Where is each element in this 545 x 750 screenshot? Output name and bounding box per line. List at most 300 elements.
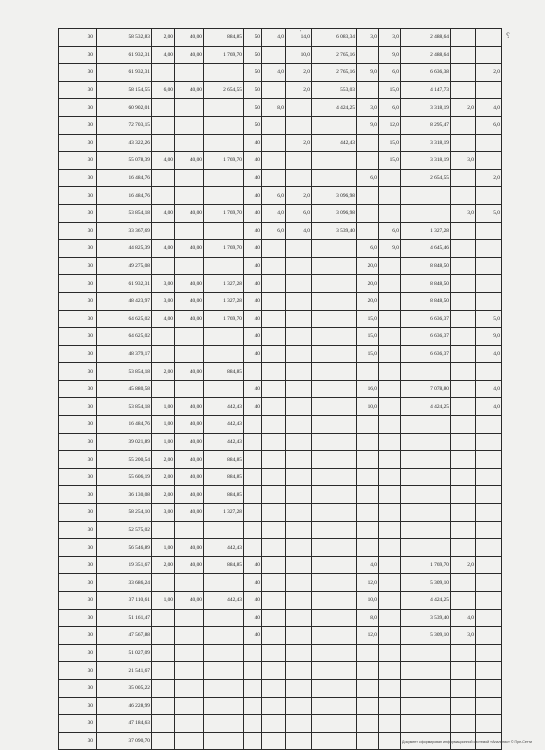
table-cell [476, 416, 502, 434]
table-cell [476, 46, 502, 64]
table-cell: 16,0 [357, 380, 379, 398]
table-cell [451, 363, 476, 381]
table-cell: 30 [59, 257, 97, 275]
table-cell: 4,00 [152, 310, 175, 328]
table-cell [262, 416, 286, 434]
table-cell [204, 644, 244, 662]
table-cell: 1 769,70 [204, 46, 244, 64]
table-cell [175, 627, 204, 645]
table-cell: 8 848,50 [401, 257, 451, 275]
table-cell [175, 662, 204, 680]
table-cell: 6,0 [286, 204, 312, 222]
table-cell [379, 328, 401, 346]
table-cell: 6 636,37 [401, 310, 451, 328]
table-cell: 55 606,19 [97, 468, 152, 486]
table-row [59, 627, 502, 645]
table-cell: 6 636,37 [401, 345, 451, 363]
table-cell [451, 222, 476, 240]
table-cell [175, 116, 204, 134]
table-cell [476, 504, 502, 522]
table-cell [204, 222, 244, 240]
table-cell: 40 [244, 556, 262, 574]
table-cell: 40 [244, 328, 262, 346]
table-row [59, 715, 502, 733]
table-row [59, 644, 502, 662]
table-row [59, 539, 502, 557]
table-cell [204, 169, 244, 187]
table-row [59, 204, 502, 222]
pen-mark: ' [300, 30, 302, 36]
table-cell [312, 310, 357, 328]
table-cell [262, 521, 286, 539]
table-cell [379, 539, 401, 557]
table-cell [204, 257, 244, 275]
table-cell [312, 592, 357, 610]
table-cell: 2,00 [152, 556, 175, 574]
table-cell: 35 005,22 [97, 679, 152, 697]
table-cell [262, 627, 286, 645]
table-cell [476, 574, 502, 592]
table-row [59, 416, 502, 434]
table-row [59, 363, 502, 381]
table-cell [312, 433, 357, 451]
table-cell: 15,0 [357, 328, 379, 346]
table-cell [476, 134, 502, 152]
table-cell [451, 416, 476, 434]
table-cell: 30 [59, 292, 97, 310]
table-cell: 4,0 [262, 64, 286, 82]
table-cell [451, 468, 476, 486]
table-cell [451, 662, 476, 680]
table-row [59, 310, 502, 328]
table-cell: 50 [244, 64, 262, 82]
table-cell [451, 81, 476, 99]
table-cell [312, 556, 357, 574]
table-cell: 5 309,10 [401, 574, 451, 592]
table-cell [244, 521, 262, 539]
table-cell [262, 257, 286, 275]
table-cell [379, 592, 401, 610]
table-cell [262, 697, 286, 715]
table-cell [379, 521, 401, 539]
table-cell: 40 [244, 380, 262, 398]
table-row [59, 152, 502, 170]
table-cell [286, 715, 312, 733]
table-cell [286, 451, 312, 469]
table-cell [357, 662, 379, 680]
table-cell: 1 769,70 [204, 310, 244, 328]
table-cell [286, 504, 312, 522]
table-cell: 30 [59, 715, 97, 733]
table-cell [244, 433, 262, 451]
table-cell [286, 275, 312, 293]
table-cell [312, 345, 357, 363]
table-cell [476, 556, 502, 574]
table-row [59, 486, 502, 504]
table-cell [357, 222, 379, 240]
table-cell [262, 715, 286, 733]
table-cell [204, 715, 244, 733]
table-cell [262, 539, 286, 557]
table-cell [262, 433, 286, 451]
table-cell [204, 627, 244, 645]
table-cell: 40 [244, 310, 262, 328]
table-cell [286, 697, 312, 715]
table-cell: 1,00 [152, 398, 175, 416]
table-cell [451, 328, 476, 346]
table-cell [476, 363, 502, 381]
table-cell [379, 732, 401, 750]
table-cell: 40,00 [175, 398, 204, 416]
table-cell: 30 [59, 204, 97, 222]
table-cell [262, 504, 286, 522]
table-cell: 30 [59, 679, 97, 697]
table-cell: 2,0 [476, 169, 502, 187]
table-cell [476, 486, 502, 504]
table-cell [175, 99, 204, 117]
table-cell: 3 318,19 [401, 152, 451, 170]
table-cell [286, 433, 312, 451]
table-cell [379, 556, 401, 574]
table-cell [175, 64, 204, 82]
table-cell: 39 021,89 [97, 433, 152, 451]
table-cell: 40 [244, 134, 262, 152]
table-cell: 45 880,58 [97, 380, 152, 398]
table-row [59, 134, 502, 152]
table-cell: 40,00 [175, 152, 204, 170]
table-cell [262, 732, 286, 750]
table-cell [244, 504, 262, 522]
table-cell: 3,00 [152, 275, 175, 293]
table-cell: 30 [59, 240, 97, 258]
table-cell [244, 451, 262, 469]
table-cell [244, 539, 262, 557]
table-cell [401, 662, 451, 680]
table-cell [476, 240, 502, 258]
table-cell [451, 169, 476, 187]
table-cell [286, 257, 312, 275]
table-cell: 44 825,39 [97, 240, 152, 258]
table-cell [152, 715, 175, 733]
table-cell: 40,00 [175, 29, 204, 47]
table-cell: 60 902,01 [97, 99, 152, 117]
table-cell: 3 539,40 [401, 609, 451, 627]
table-cell [286, 240, 312, 258]
table-cell: 40,00 [175, 292, 204, 310]
table-cell [152, 609, 175, 627]
table-cell: 6 083,34 [312, 29, 357, 47]
table-cell: 6,0 [357, 240, 379, 258]
table-cell [476, 433, 502, 451]
table-cell [286, 556, 312, 574]
table-cell: 442,43 [204, 433, 244, 451]
table-cell [379, 204, 401, 222]
table-cell [152, 116, 175, 134]
table-cell [175, 222, 204, 240]
table-cell: 30 [59, 380, 97, 398]
table-row [59, 468, 502, 486]
table-cell: 40,00 [175, 433, 204, 451]
table-cell [357, 521, 379, 539]
table-cell: 56 546,89 [97, 539, 152, 557]
table-cell: 58 254,10 [97, 504, 152, 522]
table-cell [286, 380, 312, 398]
table-cell: 3,0 [451, 204, 476, 222]
table-cell [262, 328, 286, 346]
table-cell [152, 134, 175, 152]
table-cell [204, 679, 244, 697]
table-cell: 442,43 [204, 592, 244, 610]
table-cell [312, 116, 357, 134]
table-cell: 4 424,25 [401, 398, 451, 416]
table-cell [262, 292, 286, 310]
table-cell [262, 363, 286, 381]
table-cell: 4,0 [286, 222, 312, 240]
table-row [59, 275, 502, 293]
table-cell: 40,00 [175, 504, 204, 522]
table-cell: 30 [59, 152, 97, 170]
table-cell: 553,03 [312, 81, 357, 99]
table-cell: 30 [59, 275, 97, 293]
table-cell [379, 310, 401, 328]
table-cell [379, 697, 401, 715]
table-cell [357, 134, 379, 152]
table-cell: 37 110,61 [97, 592, 152, 610]
table-cell [262, 468, 286, 486]
table-cell [204, 662, 244, 680]
table-cell: 30 [59, 539, 97, 557]
table-cell: 2,0 [286, 187, 312, 205]
table-cell [379, 662, 401, 680]
table-cell: 6,0 [379, 222, 401, 240]
table-cell [357, 416, 379, 434]
table-cell: 37 090,70 [97, 732, 152, 750]
table-cell [379, 257, 401, 275]
table-row [59, 328, 502, 346]
table-cell [379, 486, 401, 504]
table-cell [152, 644, 175, 662]
table-cell [312, 732, 357, 750]
table-cell: 15,0 [379, 152, 401, 170]
table-cell [357, 433, 379, 451]
table-cell: 30 [59, 64, 97, 82]
table-row [59, 187, 502, 205]
table-cell [204, 328, 244, 346]
table-cell: 30 [59, 627, 97, 645]
table-cell: 884,85 [204, 29, 244, 47]
table-row [59, 679, 502, 697]
table-cell: 2 765,16 [312, 64, 357, 82]
table-cell: 6,0 [262, 222, 286, 240]
table-cell [312, 574, 357, 592]
table-cell: 6,0 [379, 64, 401, 82]
table-cell [152, 187, 175, 205]
table-cell [379, 169, 401, 187]
table-cell: 884,85 [204, 486, 244, 504]
table-cell: 30 [59, 169, 97, 187]
table-cell [379, 574, 401, 592]
table-cell: 50 [244, 116, 262, 134]
table-cell: 12,0 [357, 627, 379, 645]
table-cell: 40,00 [175, 46, 204, 64]
table-cell [476, 521, 502, 539]
table-cell [152, 222, 175, 240]
table-row [59, 240, 502, 258]
table-body [59, 29, 502, 750]
table-cell [262, 275, 286, 293]
table-cell [204, 64, 244, 82]
table-cell: 30 [59, 556, 97, 574]
table-cell [286, 732, 312, 750]
data-table [58, 28, 502, 750]
table-cell [262, 451, 286, 469]
table-cell [286, 363, 312, 381]
table-cell: 51 027,09 [97, 644, 152, 662]
table-cell: 8 848,50 [401, 275, 451, 293]
table-cell [262, 398, 286, 416]
table-cell [476, 275, 502, 293]
table-cell: 40 [244, 169, 262, 187]
table-cell: 1,00 [152, 592, 175, 610]
table-cell: 3,0 [451, 627, 476, 645]
table-cell: 2 654,55 [204, 81, 244, 99]
table-cell: 2,00 [152, 29, 175, 47]
table-cell: 4,00 [152, 152, 175, 170]
table-cell [401, 468, 451, 486]
table-cell [152, 574, 175, 592]
table-cell [175, 679, 204, 697]
table-cell: 1,00 [152, 433, 175, 451]
table-cell [244, 416, 262, 434]
table-cell [152, 345, 175, 363]
table-cell [262, 556, 286, 574]
table-cell [476, 257, 502, 275]
table-cell [379, 398, 401, 416]
table-cell [357, 644, 379, 662]
table-cell [262, 644, 286, 662]
table-cell [312, 697, 357, 715]
table-cell [204, 521, 244, 539]
table-cell: 40,00 [175, 204, 204, 222]
table-cell: 2,00 [152, 451, 175, 469]
table-cell: 72 703,15 [97, 116, 152, 134]
table-cell [401, 416, 451, 434]
table-cell: 442,43 [204, 539, 244, 557]
table-cell: 4 645,46 [401, 240, 451, 258]
table-cell: 2,0 [286, 64, 312, 82]
table-cell: 40 [244, 627, 262, 645]
table-cell [175, 134, 204, 152]
table-cell [476, 609, 502, 627]
table-cell: 48 379,17 [97, 345, 152, 363]
table-cell [401, 521, 451, 539]
table-cell [312, 521, 357, 539]
table-cell: 58 154,55 [97, 81, 152, 99]
table-cell [312, 169, 357, 187]
table-cell [312, 275, 357, 293]
table-cell: 40 [244, 345, 262, 363]
table-cell: 30 [59, 99, 97, 117]
table-row [59, 116, 502, 134]
table-cell: 884,85 [204, 363, 244, 381]
table-cell [312, 715, 357, 733]
table-cell: 30 [59, 662, 97, 680]
table-cell [244, 468, 262, 486]
table-cell [312, 609, 357, 627]
table-cell [451, 380, 476, 398]
table-cell: 6,00 [152, 81, 175, 99]
table-cell [476, 451, 502, 469]
table-cell [379, 380, 401, 398]
table-row [59, 592, 502, 610]
table-cell: 12,0 [379, 116, 401, 134]
table-cell: 40,00 [175, 556, 204, 574]
table-cell: 30 [59, 116, 97, 134]
table-row [59, 292, 502, 310]
table-cell [175, 697, 204, 715]
table-cell [451, 134, 476, 152]
table-cell [451, 275, 476, 293]
table-cell [401, 539, 451, 557]
table-cell [244, 732, 262, 750]
table-cell [312, 662, 357, 680]
table-cell: 20,0 [357, 275, 379, 293]
table-cell: 40,00 [175, 486, 204, 504]
table-cell [244, 644, 262, 662]
table-cell: 1 327,28 [204, 292, 244, 310]
table-cell: 3,00 [152, 292, 175, 310]
table-cell [204, 345, 244, 363]
table-cell: 30 [59, 398, 97, 416]
table-cell [312, 644, 357, 662]
table-cell [175, 521, 204, 539]
table-cell: 3,00 [152, 504, 175, 522]
table-cell [262, 116, 286, 134]
table-cell: 15,0 [357, 310, 379, 328]
table-cell: 40 [244, 187, 262, 205]
table-row [59, 574, 502, 592]
table-cell [286, 169, 312, 187]
table-cell [451, 504, 476, 522]
table-cell: 21 541,67 [97, 662, 152, 680]
table-cell [451, 539, 476, 557]
table-cell: 30 [59, 345, 97, 363]
table-cell [451, 679, 476, 697]
table-cell: 10,0 [357, 398, 379, 416]
table-row [59, 697, 502, 715]
table-cell: 9,0 [379, 240, 401, 258]
table-cell [175, 574, 204, 592]
table-cell [286, 328, 312, 346]
table-row [59, 222, 502, 240]
table-cell [262, 134, 286, 152]
table-row [59, 169, 502, 187]
table-cell [244, 679, 262, 697]
table-cell: 46 228,99 [97, 697, 152, 715]
table-cell [357, 504, 379, 522]
table-cell [401, 363, 451, 381]
table-cell: 30 [59, 29, 97, 47]
table-cell: 884,85 [204, 451, 244, 469]
table-cell: 40,00 [175, 592, 204, 610]
table-cell [357, 46, 379, 64]
table-cell [476, 592, 502, 610]
table-cell [244, 363, 262, 381]
table-cell: 40 [244, 398, 262, 416]
table-cell: 30 [59, 592, 97, 610]
table-cell: 64 625,02 [97, 328, 152, 346]
table-cell: 2,0 [476, 64, 502, 82]
